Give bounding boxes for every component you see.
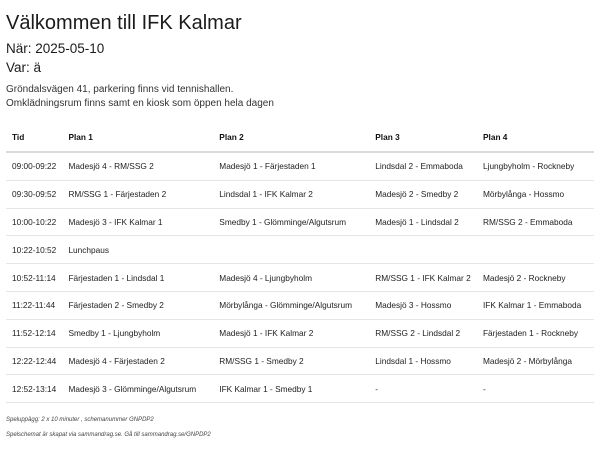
- match-cell: Lindsdal 1 - IFK Kalmar 2: [213, 180, 369, 208]
- match-cell: Lunchpaus: [62, 236, 213, 264]
- table-row: [6, 264, 594, 292]
- match-cell: Madesjö 4 - Färjestaden 2: [62, 347, 213, 375]
- match-cell: RM/SSG 1 - IFK Kalmar 2: [369, 264, 477, 292]
- match-cell: Färjestaden 1 - Rockneby: [477, 319, 594, 347]
- match-cell: -: [477, 375, 594, 403]
- event-location: Var: ä: [6, 60, 42, 75]
- match-cell: [369, 236, 477, 264]
- time-cell: 10:52-11:14: [6, 264, 62, 292]
- match-cell: Madesjö 1 - Färjestaden 1: [213, 152, 369, 180]
- match-cell: Madesjö 3 - IFK Kalmar 1: [62, 208, 213, 236]
- match-cell: IFK Kalmar 1 - Smedby 1: [213, 375, 369, 403]
- match-cell: IFK Kalmar 1 - Emmaboda: [477, 291, 594, 319]
- match-cell: -: [369, 375, 477, 403]
- column-header-plan-2: Plan 2: [213, 123, 369, 152]
- table-row: [6, 375, 594, 403]
- match-cell: Madesjö 3 - Glömminge/Algutsrum: [62, 375, 213, 403]
- match-cell: RM/SSG 2 - Emmaboda: [477, 208, 594, 236]
- match-cell: Madesjö 2 - Mörbylånga: [477, 347, 594, 375]
- table-row: [6, 347, 594, 375]
- page-title: Välkommen till IFK Kalmar: [6, 12, 242, 34]
- address-line-2: Omklädningsrum finns samt en kiosk som öppen hela dagen: [6, 98, 274, 109]
- match-cell: Ljungbyholm - Rockneby: [477, 152, 594, 180]
- table-row: [6, 180, 594, 208]
- time-cell: 10:22-10:52: [6, 236, 62, 264]
- match-cell: RM/SSG 1 - Färjestaden 2: [62, 180, 213, 208]
- column-header-plan-1: Plan 1: [62, 123, 213, 152]
- footer-match-info: Speluppägg: 2 x 10 minuter , schemanummer GNPDP2: [6, 417, 154, 423]
- time-cell: 11:52-12:14: [6, 319, 62, 347]
- column-header-plan-3: Plan 3: [369, 123, 477, 152]
- match-cell: Madesjö 1 - Lindsdal 2: [369, 208, 477, 236]
- match-cell: Mörbylånga - Glömminge/Algutsrum: [213, 291, 369, 319]
- match-cell: RM/SSG 2 - Lindsdal 2: [369, 319, 477, 347]
- match-cell: Madesjö 2 - Rockneby: [477, 264, 594, 292]
- column-header-time: Tid: [6, 123, 62, 152]
- table-row: [6, 152, 594, 180]
- match-cell: Madesjö 3 - Hossmo: [369, 291, 477, 319]
- match-cell: [477, 236, 594, 264]
- address-line-1: Gröndalsvägen 41, parkering finns vid tennishallen.: [6, 84, 234, 95]
- time-cell: 12:52-13:14: [6, 375, 62, 403]
- table-row: [6, 208, 594, 236]
- match-cell: RM/SSG 1 - Smedby 2: [213, 347, 369, 375]
- match-cell: Madesjö 1 - IFK Kalmar 2: [213, 319, 369, 347]
- schedule-table: [6, 123, 594, 403]
- match-cell: Madesjö 4 - Ljungbyholm: [213, 264, 369, 292]
- match-cell: Madesjö 2 - Smedby 2: [369, 180, 477, 208]
- match-cell: Färjestaden 1 - Lindsdal 1: [62, 264, 213, 292]
- match-cell: Lindsdal 1 - Hossmo: [369, 347, 477, 375]
- match-cell: Lindsdal 2 - Emmaboda: [369, 152, 477, 180]
- table-row: [6, 319, 594, 347]
- time-cell: 12:22-12:44: [6, 347, 62, 375]
- match-cell: Smedby 1 - Ljungbyholm: [62, 319, 213, 347]
- address-info: [6, 83, 594, 111]
- time-cell: 09:00-09:22: [6, 152, 62, 180]
- match-cell: Mörbylånga - Hossmo: [477, 180, 594, 208]
- table-row: [6, 291, 594, 319]
- footer-source-info: Spelschemat är skapat via sammandrag.se. Gå till sammandrag.se/GNPDP2: [6, 432, 211, 438]
- match-cell: Färjestaden 2 - Smedby 2: [62, 291, 213, 319]
- table-header-row: [6, 123, 594, 152]
- time-cell: 09:30-09:52: [6, 180, 62, 208]
- time-cell: 11:22-11:44: [6, 291, 62, 319]
- table-row: [6, 236, 594, 264]
- match-cell: [213, 236, 369, 264]
- time-cell: 10:00-10:22: [6, 208, 62, 236]
- column-header-plan-4: Plan 4: [477, 123, 594, 152]
- event-date: När: 2025-05-10: [6, 41, 105, 56]
- match-cell: Madesjö 4 - RM/SSG 2: [62, 152, 213, 180]
- match-cell: Smedby 1 - Glömminge/Algutsrum: [213, 208, 369, 236]
